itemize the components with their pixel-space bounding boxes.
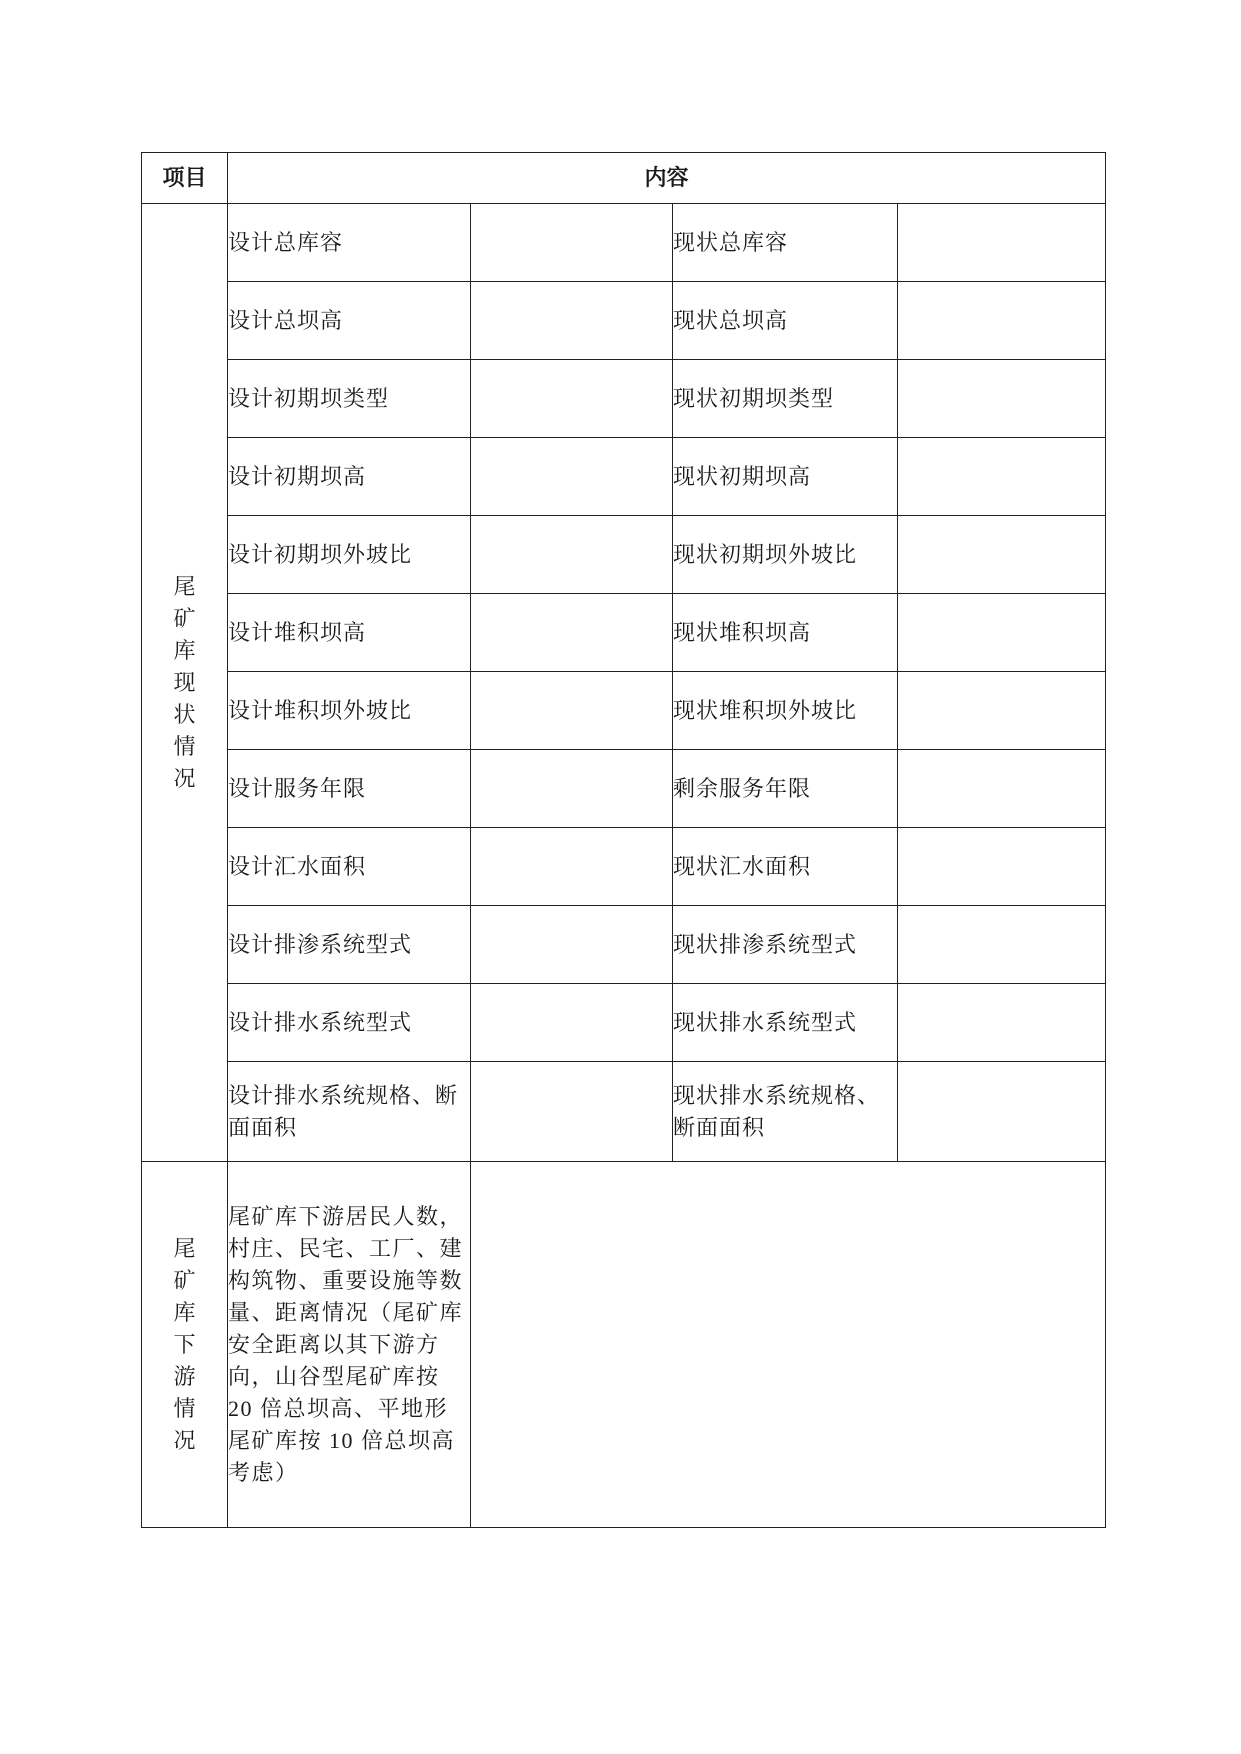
- current-label: 剩余服务年限: [673, 750, 898, 828]
- current-value-cell[interactable]: [898, 828, 1106, 906]
- design-value-cell[interactable]: [471, 1062, 673, 1162]
- design-label: 设计堆积坝外坡比: [228, 672, 471, 750]
- design-label: 设计服务年限: [228, 750, 471, 828]
- current-label: 现状排水系统规格、断面面积: [673, 1062, 898, 1162]
- design-value-cell[interactable]: [471, 984, 673, 1062]
- design-label: 设计汇水面积: [228, 828, 471, 906]
- design-label: 设计堆积坝高: [228, 594, 471, 672]
- current-value-cell[interactable]: [898, 516, 1106, 594]
- downstream-description: 尾矿库下游居民人数，村庄、民宅、工厂、建构筑物、重要设施等数量、距离情况（尾矿库安全距离以其下游方向，山谷型尾矿库按 20 倍总坝高、平地形尾矿库按 10 倍总坝高考虑）: [228, 1162, 471, 1528]
- current-value-cell[interactable]: [898, 360, 1106, 438]
- current-label: 现状总库容: [673, 204, 898, 282]
- design-value-cell[interactable]: [471, 828, 673, 906]
- current-value-cell[interactable]: [898, 204, 1106, 282]
- status-row: [142, 516, 1106, 594]
- status-row: [142, 204, 1106, 282]
- design-value-cell[interactable]: [471, 594, 673, 672]
- design-value-cell[interactable]: [471, 516, 673, 594]
- design-label: 设计排水系统型式: [228, 984, 471, 1062]
- status-row: [142, 594, 1106, 672]
- design-label: 设计总坝高: [228, 282, 471, 360]
- current-value-cell[interactable]: [898, 438, 1106, 516]
- current-value-cell[interactable]: [898, 1062, 1106, 1162]
- design-label: 设计排渗系统型式: [228, 906, 471, 984]
- current-label: 现状初期坝类型: [673, 360, 898, 438]
- status-row: [142, 282, 1106, 360]
- current-value-cell[interactable]: [898, 672, 1106, 750]
- design-value-cell[interactable]: [471, 282, 673, 360]
- tailings-form-table: [141, 152, 1106, 1528]
- design-label: 设计总库容: [228, 204, 471, 282]
- status-row: [142, 750, 1106, 828]
- status-row: [142, 1062, 1106, 1162]
- status-row: [142, 672, 1106, 750]
- current-label: 现状汇水面积: [673, 828, 898, 906]
- design-value-cell[interactable]: [471, 750, 673, 828]
- design-value-cell[interactable]: [471, 438, 673, 516]
- current-label: 现状初期坝高: [673, 438, 898, 516]
- design-value-cell[interactable]: [471, 672, 673, 750]
- downstream-group-text: 尾矿库下游情况: [173, 1235, 196, 1453]
- downstream-section: [142, 1162, 1106, 1528]
- current-label: 现状总坝高: [673, 282, 898, 360]
- current-label: 现状堆积坝外坡比: [673, 672, 898, 750]
- design-value-cell[interactable]: [471, 360, 673, 438]
- design-value-cell[interactable]: [471, 204, 673, 282]
- design-label: 设计初期坝类型: [228, 360, 471, 438]
- current-value-cell[interactable]: [898, 984, 1106, 1062]
- current-value-cell[interactable]: [898, 750, 1106, 828]
- current-label: 现状初期坝外坡比: [673, 516, 898, 594]
- status-group-label: [142, 204, 228, 1162]
- status-row: [142, 828, 1106, 906]
- current-value-cell[interactable]: [898, 906, 1106, 984]
- status-row: [142, 984, 1106, 1062]
- status-section: [142, 204, 1106, 1162]
- status-row: [142, 906, 1106, 984]
- current-value-cell[interactable]: [898, 594, 1106, 672]
- design-label: 设计初期坝外坡比: [228, 516, 471, 594]
- header-content: 内容: [228, 153, 1106, 204]
- header-item: 项目: [142, 153, 228, 204]
- status-row: [142, 438, 1106, 516]
- downstream-group-label: [142, 1162, 228, 1528]
- status-row: [142, 360, 1106, 438]
- current-label: 现状堆积坝高: [673, 594, 898, 672]
- downstream-value-cell[interactable]: [471, 1162, 1106, 1528]
- design-label: 设计排水系统规格、断面面积: [228, 1062, 471, 1162]
- design-value-cell[interactable]: [471, 906, 673, 984]
- design-label: 设计初期坝高: [228, 438, 471, 516]
- current-label: 现状排渗系统型式: [673, 906, 898, 984]
- status-group-text: 尾矿库现状情况: [173, 573, 196, 791]
- current-label: 现状排水系统型式: [673, 984, 898, 1062]
- current-value-cell[interactable]: [898, 282, 1106, 360]
